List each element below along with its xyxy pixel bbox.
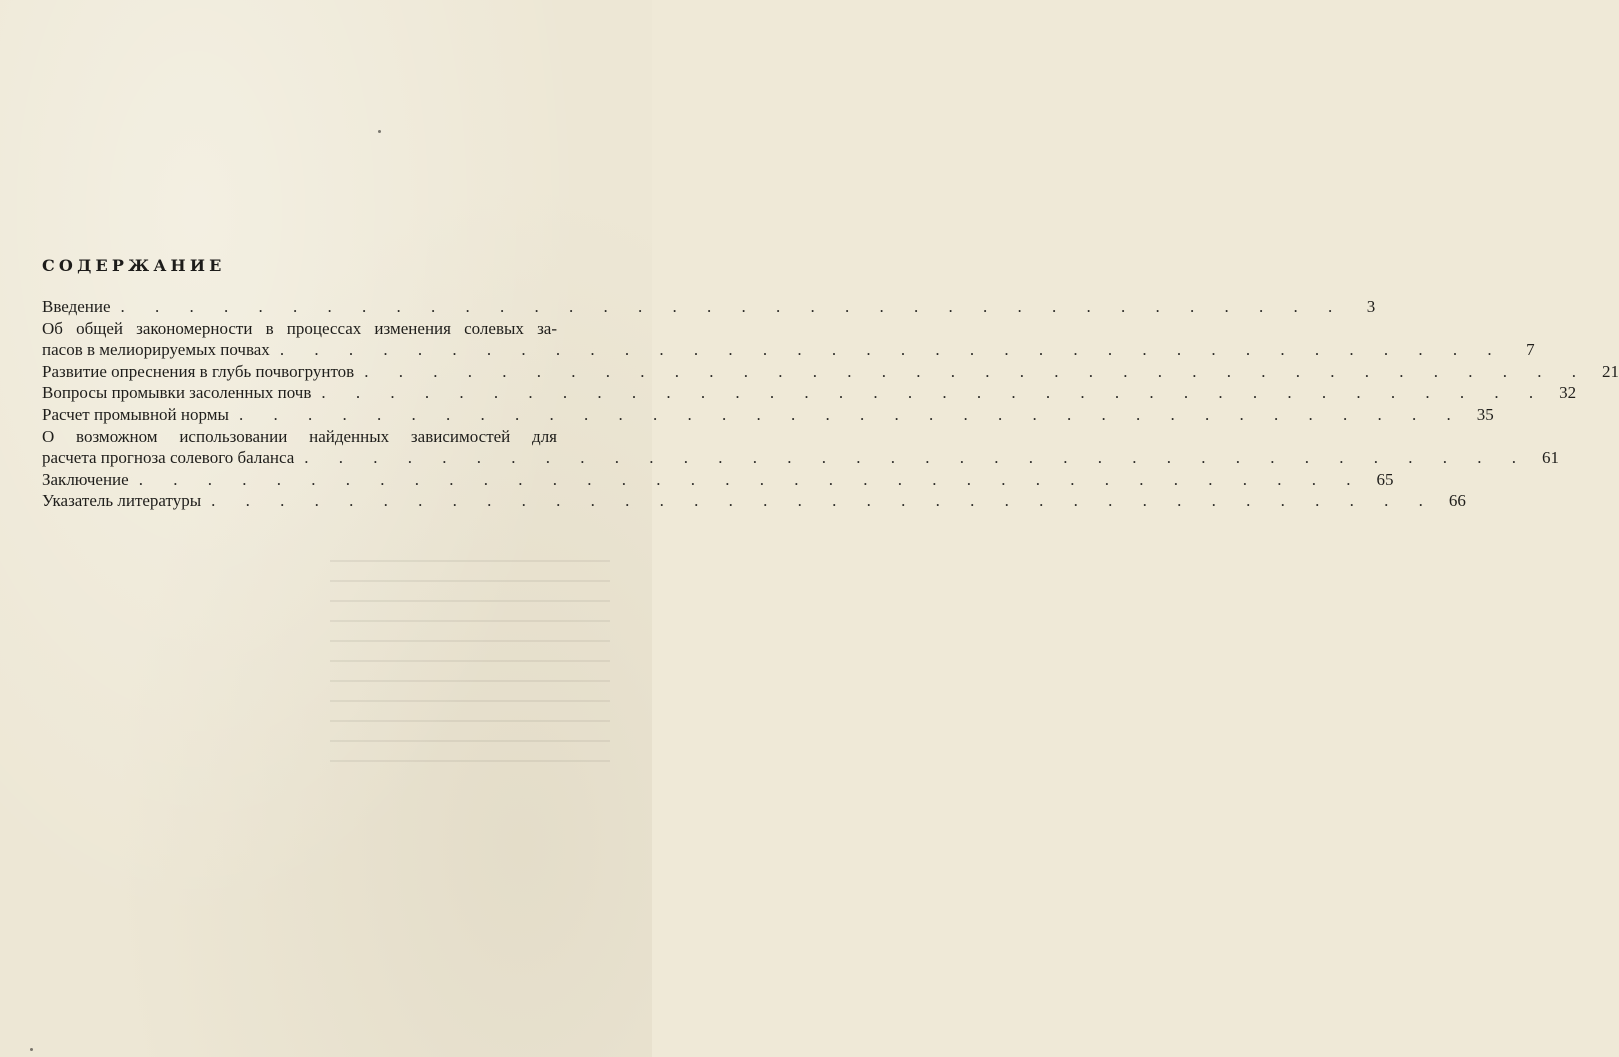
toc-entry-conclusion [42, 469, 1394, 491]
dot-leader: . . . . . . . . . . . . . . . . . . . . . . . . . . . . . . . . . . . . [120, 297, 1346, 316]
toc-entry-title: Указатель литературы [42, 491, 202, 511]
table-of-contents [42, 296, 1619, 512]
toc-entry-general-regularity [42, 318, 1535, 361]
toc-page-number: 32 [1559, 383, 1577, 403]
dot-leader: . . . . . . . . . . . . . . . . . . . . . . . . . . . . . . . . . . . . [238, 404, 1464, 424]
dot-leader: . . . . . . . . . . . . . . . . . . . . . . . . . . . . . . . . . . . . [279, 340, 1505, 360]
show-through-texture [330, 560, 610, 820]
toc-page-number: 21 [1601, 361, 1619, 381]
toc-entry-introduction [42, 296, 1376, 318]
toc-entry-desalination-development [42, 361, 1619, 383]
toc-entry-title: Вопросы промывки засоленных почв [42, 383, 312, 403]
dot-leader: . . . . . . . . . . . . . . . . . . . . . . . . . . . . . . . . . . . . [211, 491, 1436, 511]
toc-entry-title-line-1: О возможном использовании найденных зависимостей для [42, 426, 557, 446]
toc-page-number: 3 [1366, 297, 1376, 316]
dot-leader: . . . . . . . . . . . . . . . . . . . . . . . . . . . . . . . . . . . . [304, 448, 1530, 468]
toc-entry-title: Заключение [42, 469, 129, 489]
paper-speck [30, 1048, 33, 1051]
toc-page-number: 7 [1526, 340, 1535, 360]
paper-speck [378, 130, 381, 133]
toc-entry-title-line-2: пасов в мелиорируемых почвах [42, 340, 270, 360]
toc-entry-title-line-2: расчета прогноза солевого баланса [42, 448, 295, 468]
toc-page-number: 66 [1448, 491, 1466, 511]
toc-page-number: 61 [1542, 448, 1560, 468]
dot-leader: . . . . . . . . . . . . . . . . . . . . . . . . . . . . . . . . . . . . [321, 383, 1547, 403]
toc-page-number: 65 [1376, 469, 1394, 489]
toc-entry-title: Развитие опреснения в глубь почвогрунтов [42, 361, 355, 381]
toc-entry-title: Расчет промывной нормы [42, 404, 229, 424]
toc-heading: СОДЕРЖАНИЕ [42, 256, 226, 275]
toc-entry-title: Введение [42, 297, 111, 316]
toc-page-number: 35 [1476, 404, 1494, 424]
toc-entry-references [42, 490, 1466, 512]
dot-leader: . . . . . . . . . . . . . . . . . . . . . . . . . . . . . . . . . . . . [364, 361, 1589, 381]
toc-entry-possible-use [42, 426, 1560, 469]
dot-leader: . . . . . . . . . . . . . . . . . . . . . . . . . . . . . . . . . . . . [138, 469, 1364, 489]
toc-entry-leaching-questions [42, 382, 1577, 404]
toc-entry-leaching-norm [42, 404, 1494, 426]
toc-entry-title-line-1: Об общей закономерности в процессах изменения солевых за- [42, 318, 557, 338]
